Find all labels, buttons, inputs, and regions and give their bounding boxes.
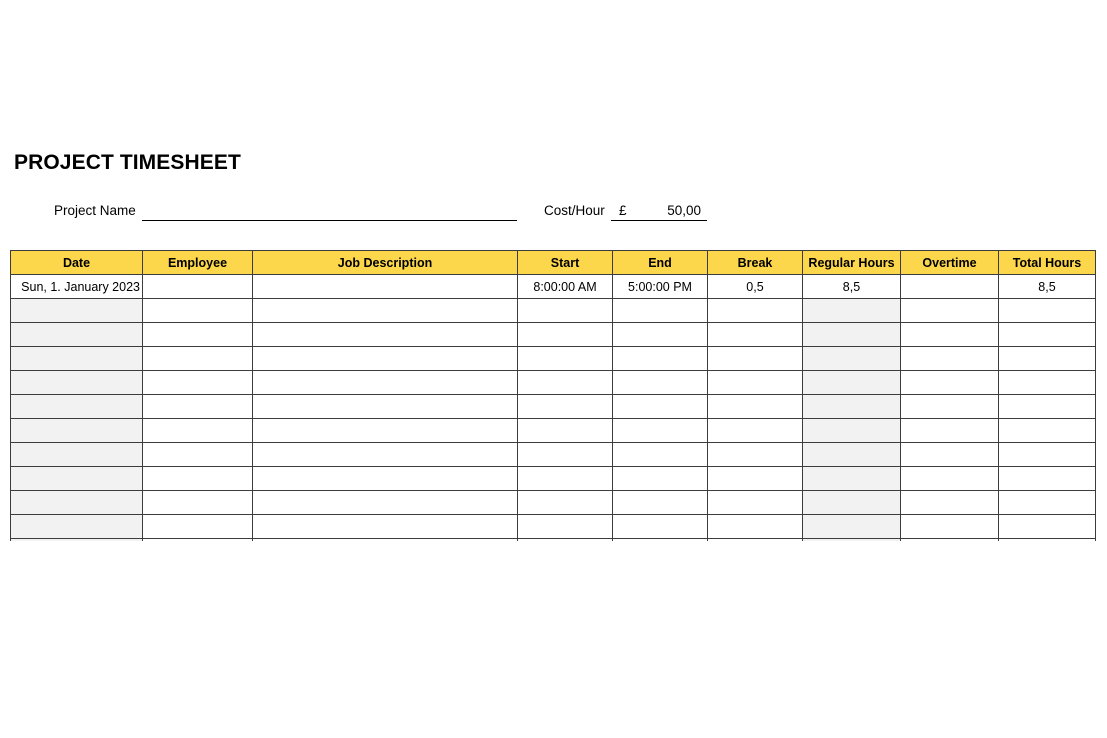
cell-job-description[interactable]: [253, 515, 518, 539]
cell-job-description[interactable]: [253, 395, 518, 419]
cell-break[interactable]: [708, 395, 803, 419]
column-header-job-description: Job Description: [253, 251, 518, 275]
cell-break[interactable]: [708, 419, 803, 443]
cell-end[interactable]: [613, 371, 708, 395]
cell-date[interactable]: [11, 467, 143, 491]
cell-employee[interactable]: [143, 419, 253, 443]
cell-job-description[interactable]: [253, 491, 518, 515]
cell-total-hours[interactable]: [999, 491, 1096, 515]
cell-regular-hours[interactable]: [803, 491, 901, 515]
cell-end[interactable]: [613, 419, 708, 443]
cell-total-hours[interactable]: [999, 467, 1096, 491]
cell-overtime[interactable]: [901, 467, 999, 491]
cell-regular-hours[interactable]: [803, 371, 901, 395]
cell-start[interactable]: [518, 443, 613, 467]
cell-job-description: [253, 539, 518, 542]
cell-start[interactable]: [518, 299, 613, 323]
cell-regular-hours[interactable]: [803, 395, 901, 419]
cell-employee[interactable]: [143, 491, 253, 515]
cell-date[interactable]: [11, 323, 143, 347]
table-row: [11, 491, 1096, 515]
cell-end[interactable]: [613, 395, 708, 419]
cell-end[interactable]: 5:00:00 PM: [613, 275, 708, 299]
cell-employee[interactable]: [143, 467, 253, 491]
cell-overtime[interactable]: [901, 323, 999, 347]
cell-employee[interactable]: [143, 323, 253, 347]
table-row: [11, 323, 1096, 347]
cell-total-hours[interactable]: [999, 443, 1096, 467]
cell-break[interactable]: [708, 347, 803, 371]
page-title: PROJECT TIMESHEET: [14, 151, 241, 174]
cell-date[interactable]: [11, 515, 143, 539]
cell-end: [613, 539, 708, 542]
cell-regular-hours[interactable]: [803, 419, 901, 443]
cell-start[interactable]: [518, 371, 613, 395]
column-header-date: Date: [11, 251, 143, 275]
cell-overtime[interactable]: [901, 395, 999, 419]
cell-start[interactable]: [518, 515, 613, 539]
cell-job-description[interactable]: [253, 419, 518, 443]
cell-end[interactable]: [613, 323, 708, 347]
cell-job-description[interactable]: [253, 275, 518, 299]
cell-overtime[interactable]: [901, 419, 999, 443]
cell-total-hours[interactable]: [999, 395, 1096, 419]
table-row: [11, 443, 1096, 467]
cell-start[interactable]: [518, 467, 613, 491]
column-header-start: Start: [518, 251, 613, 275]
cell-employee[interactable]: [143, 371, 253, 395]
cell-date[interactable]: [11, 443, 143, 467]
cell-overtime[interactable]: [901, 491, 999, 515]
cell-regular-hours: [803, 539, 901, 542]
cell-employee[interactable]: [143, 275, 253, 299]
cell-regular-hours[interactable]: [803, 443, 901, 467]
cell-regular-hours[interactable]: [803, 515, 901, 539]
cell-overtime[interactable]: [901, 275, 999, 299]
cell-job-description[interactable]: [253, 299, 518, 323]
cell-job-description[interactable]: [253, 443, 518, 467]
cell-break[interactable]: [708, 491, 803, 515]
cell-date: [11, 539, 143, 542]
cell-end[interactable]: [613, 443, 708, 467]
cell-break[interactable]: [708, 371, 803, 395]
column-header-regular-hours: Regular Hours: [803, 251, 901, 275]
table-header-row: [11, 251, 1096, 275]
cell-employee[interactable]: [143, 443, 253, 467]
cell-break: [708, 539, 803, 542]
table-row: [11, 371, 1096, 395]
cell-regular-hours[interactable]: [803, 347, 901, 371]
cell-overtime[interactable]: [901, 371, 999, 395]
cell-total-hours[interactable]: 8,5: [999, 275, 1096, 299]
cell-job-description[interactable]: [253, 467, 518, 491]
column-header-break: Break: [708, 251, 803, 275]
cell-job-description[interactable]: [253, 347, 518, 371]
cell-date[interactable]: [11, 299, 143, 323]
cell-break[interactable]: 0,5: [708, 275, 803, 299]
cell-overtime[interactable]: [901, 347, 999, 371]
cell-total-hours: [999, 539, 1096, 542]
cell-employee[interactable]: [143, 515, 253, 539]
cell-end[interactable]: [613, 467, 708, 491]
cell-overtime[interactable]: [901, 443, 999, 467]
cell-start[interactable]: 8:00:00 AM: [518, 275, 613, 299]
cell-regular-hours[interactable]: 8,5: [803, 275, 901, 299]
table-row: [11, 395, 1096, 419]
cell-total-hours[interactable]: [999, 347, 1096, 371]
project-name-label: Project Name: [54, 203, 136, 218]
cell-end[interactable]: [613, 515, 708, 539]
cell-employee[interactable]: [143, 299, 253, 323]
cell-break[interactable]: [708, 443, 803, 467]
cell-start[interactable]: [518, 395, 613, 419]
cell-end[interactable]: [613, 299, 708, 323]
cell-employee[interactable]: [143, 347, 253, 371]
cell-start[interactable]: [518, 491, 613, 515]
cell-break[interactable]: [708, 323, 803, 347]
column-header-employee: Employee: [143, 251, 253, 275]
table-row: [11, 419, 1096, 443]
table-row: [11, 275, 1096, 299]
cell-date[interactable]: Sun, 1. January 2023: [11, 275, 143, 299]
currency-symbol: £: [619, 203, 627, 218]
cell-job-description[interactable]: [253, 371, 518, 395]
cell-end[interactable]: [613, 491, 708, 515]
cell-employee: [143, 539, 253, 542]
cell-overtime[interactable]: [901, 299, 999, 323]
timesheet-table: [10, 250, 1096, 541]
table-row: [11, 515, 1096, 539]
column-header-total-hours: Total Hours: [999, 251, 1096, 275]
cell-total-hours[interactable]: [999, 299, 1096, 323]
cell-total-hours[interactable]: [999, 323, 1096, 347]
cell-total-hours[interactable]: [999, 419, 1096, 443]
cell-date[interactable]: [11, 347, 143, 371]
cell-regular-hours[interactable]: [803, 467, 901, 491]
cell-start[interactable]: [518, 419, 613, 443]
cost-per-hour-label: Cost/Hour: [544, 203, 605, 218]
cell-start: [518, 539, 613, 542]
cell-job-description[interactable]: [253, 323, 518, 347]
cell-end[interactable]: [613, 347, 708, 371]
table-row: [11, 299, 1096, 323]
cell-break[interactable]: [708, 299, 803, 323]
table-row: [11, 347, 1096, 371]
cell-regular-hours[interactable]: [803, 323, 901, 347]
column-header-end: End: [613, 251, 708, 275]
cell-date[interactable]: [11, 491, 143, 515]
cell-date[interactable]: [11, 395, 143, 419]
table-row-cutoff: [11, 539, 1096, 542]
cost-per-hour-field[interactable]: [611, 202, 707, 221]
cell-date[interactable]: [11, 371, 143, 395]
cell-start[interactable]: [518, 323, 613, 347]
cell-break[interactable]: [708, 467, 803, 491]
cell-date[interactable]: [11, 419, 143, 443]
cell-regular-hours[interactable]: [803, 299, 901, 323]
cell-break[interactable]: [708, 515, 803, 539]
column-header-overtime: Overtime: [901, 251, 999, 275]
cell-employee[interactable]: [143, 395, 253, 419]
cell-start[interactable]: [518, 347, 613, 371]
cell-overtime: [901, 539, 999, 542]
cell-total-hours[interactable]: [999, 371, 1096, 395]
cell-overtime[interactable]: [901, 515, 999, 539]
cost-per-hour-value: 50,00: [667, 203, 701, 218]
cell-total-hours[interactable]: [999, 515, 1096, 539]
table-row: [11, 467, 1096, 491]
project-name-field[interactable]: [142, 202, 517, 221]
